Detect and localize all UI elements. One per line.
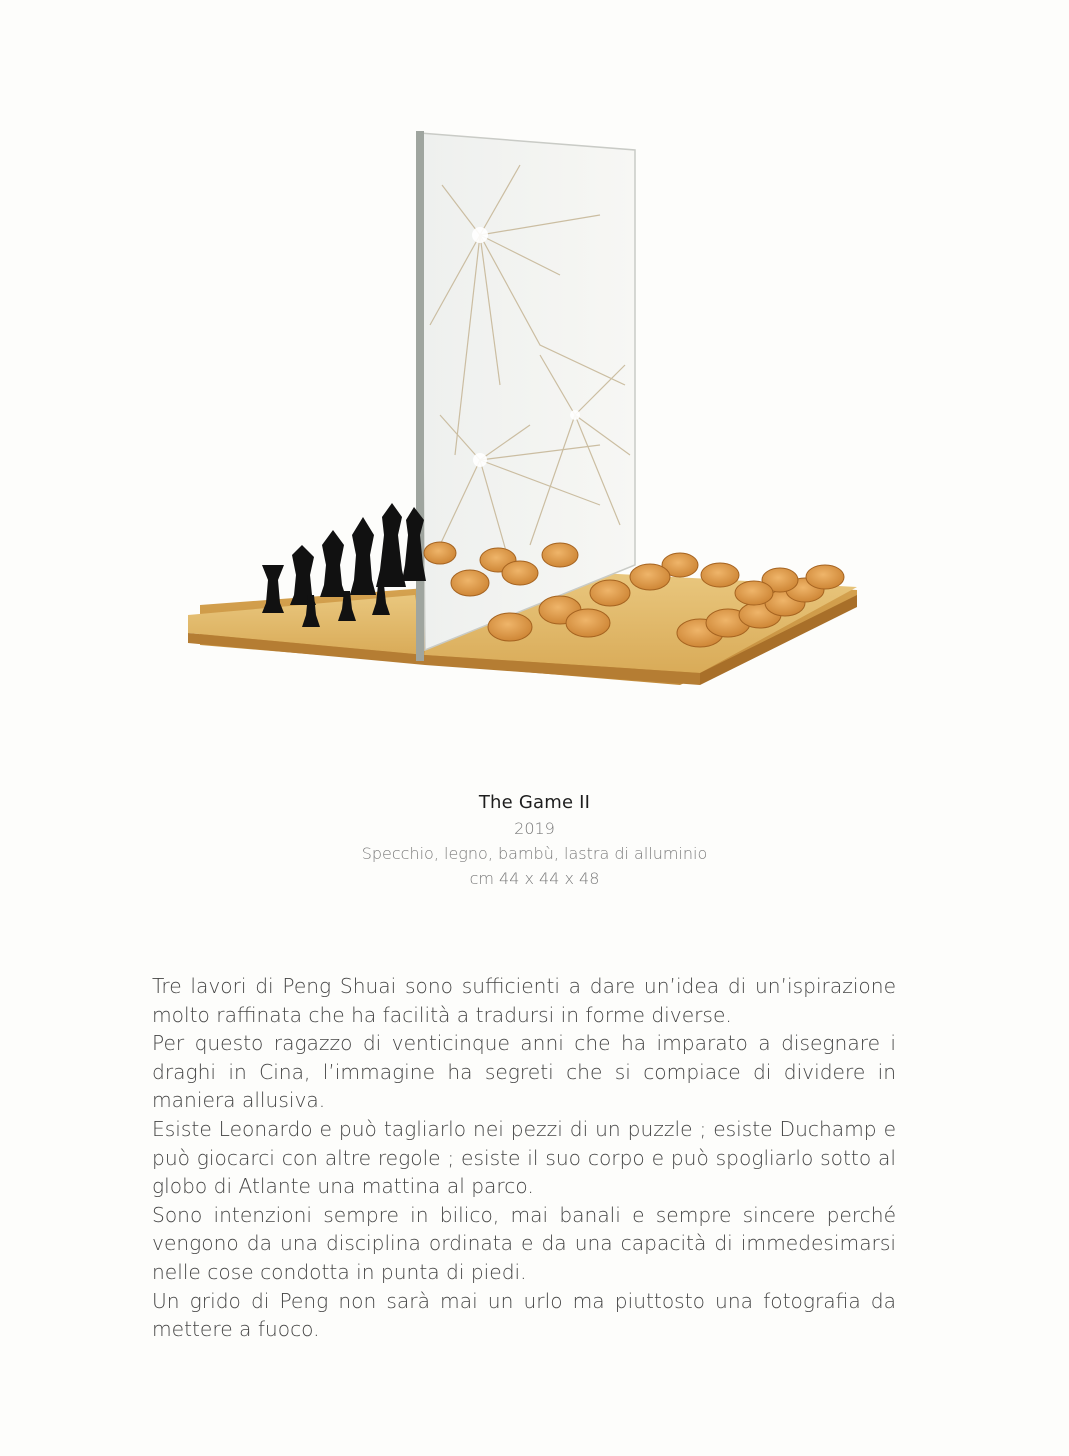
- paragraph: Un grido di Peng non sarà mai un urlo ma piuttosto una fotografia da mettere a fuoco.: [152, 1288, 896, 1342]
- artwork-dimensions: cm 44 x 44 x 48: [469, 869, 600, 888]
- artwork-year: 2019: [514, 819, 555, 838]
- body-text: [152, 972, 896, 1344]
- artwork-materials: Specchio, legno, bambù, lastra di alluminio: [361, 844, 708, 863]
- artwork-caption: [0, 790, 1069, 891]
- artwork-title: The Game II: [478, 792, 591, 813]
- artwork-photo: [180, 125, 870, 695]
- paragraph: Esiste Leonardo e può tagliarlo nei pezzi di un puzzle ; esiste Duchamp e può giocarci con altre regole ; esiste il suo corpo e può spogliarlo sotto al globo di Atlante una mattina al parco.: [152, 1116, 896, 1199]
- artwork-illustration: [180, 125, 870, 695]
- paragraph: Tre lavori di Peng Shuai sono sufficienti a dare un’idea di un’ispirazione molto raffinata che ha facilità a tradursi in forme diverse.: [152, 974, 896, 1027]
- paragraph: Per questo ragazzo di venticinque anni che ha imparato a disegnare i draghi in Cina, l’immagine ha segreti che si compiace di dividere in maniera allusiva.: [152, 1031, 896, 1113]
- paragraph: Sono intenzioni sempre in bilico, mai banali e sempre sincere perché vengono da una disciplina ordinata e da una capacità di immedesimarsi nelle cose condotta in punta di piedi.: [152, 1202, 896, 1284]
